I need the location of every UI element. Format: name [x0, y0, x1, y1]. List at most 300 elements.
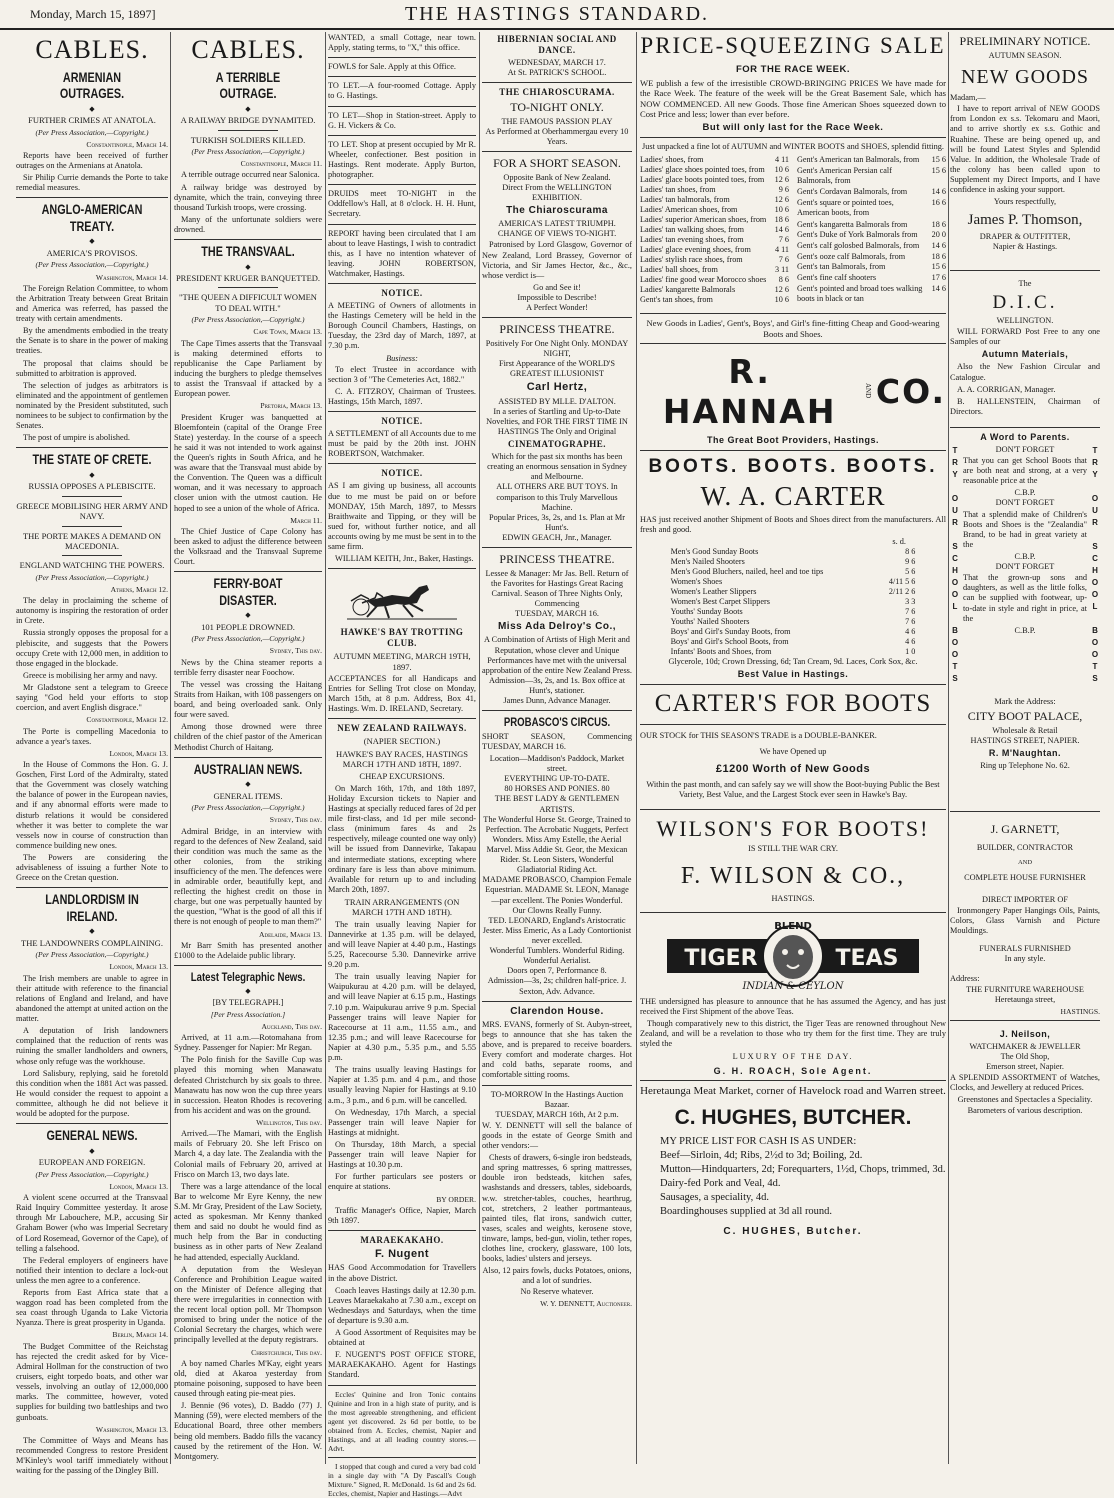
tiger-teas-logo [663, 917, 923, 995]
probasco-heading: PROBASCO'S CIRCUS. [503, 715, 611, 730]
side-letter: H [1092, 565, 1098, 575]
item-price: 8 6 [778, 275, 789, 285]
cables-heading: CABLES. [191, 35, 305, 64]
blend-word: BLEND [774, 920, 812, 932]
ad-line: THE FURNITURE WAREHOUSE [966, 984, 1084, 994]
side-letter: L [1092, 601, 1098, 611]
paragraph: Greece is mobilising her army and navy. [23, 670, 158, 680]
paragraph: Reports from East Africa state that a waggon road has been completed from the sea coast through Uganda to Lake Victoria Nyanza. There is great prosperity in Uganda. [16, 1288, 168, 1328]
ad-line: Positively For One Night Only. MONDAY NIGHT, [485, 338, 629, 358]
price-line: Mutton—Hindquarters, 2d; Forequarters, 1½d, Chops, trimmed, 3d. [660, 1163, 946, 1175]
side-letter: U [952, 505, 958, 515]
paragraph: The proposal that claims should be submitted to arbitration is approved. [16, 358, 168, 378]
classified-ad: WANTED, a small Cottage, near town. Apply, stating terms, to "X," this office. [328, 33, 476, 53]
trotting-horse-icon [347, 573, 457, 623]
item-name: Ladies' glace shoes pointed toes, from [640, 165, 765, 175]
ad-line: Go and See it! [533, 282, 581, 292]
item-name: Men's Good Bluchers, nailed, heel and toe tips [670, 567, 824, 577]
ad-line: DON'T FORGET [995, 444, 1055, 454]
credit: [Per Press Association.] [210, 1009, 286, 1019]
price-row [640, 245, 789, 255]
paragraph: That you can get School Boots that are both neat and strong, at a very reasonable price at the [963, 456, 1087, 486]
paragraph: Traffic Manager's Office, Napier, March 9th 1897. [328, 1205, 476, 1225]
hibernian-heading: HIBERNIAN SOCIAL AND DANCE. [497, 34, 617, 55]
ad-line: Yours respectfully, [993, 197, 1057, 207]
paragraph: A SPLENDID ASSORTMENT of Watches, Clocks, and Jewellery at reduced Prices. [950, 1073, 1100, 1093]
ad-line: COMPLETE HOUSE FURNISHER [964, 872, 1086, 882]
price-row [640, 155, 789, 165]
paragraph: News by the China steamer reports a terrible ferry disaster near Foochow. [174, 657, 322, 677]
item-price: 12 6 [774, 175, 789, 185]
dateline: London, March 13. [109, 748, 168, 758]
side-letter: S [1092, 541, 1098, 551]
item-price: 4 11 [774, 245, 789, 255]
paragraph: Also the New Fashion Circular and Catalogue. [950, 362, 1100, 382]
ad-line: Location—Maddison's Paddock, Market street. [489, 754, 625, 774]
dateline: Sydney, This day. [269, 815, 322, 825]
paragraph: Lord Salisbury, replying, said he foretold this condition when the 1881 Act was passed. He would consider the request to appoint a committee, although he did not believe it would be adopted for the purpose. [16, 1068, 168, 1119]
ad-line: R. M'Naughtan. [988, 747, 1062, 758]
ad-line: Mark the Address: [994, 696, 1056, 706]
item-name: Gent's square or pointed toes, American boots, from [797, 198, 894, 218]
ad-line: Also, 12 pairs fowls, ducks Potatoes, onions, and a lot of sundries. [482, 1266, 632, 1286]
ad-line: TO-MORROW In the Hastings Auction Bazaar. [490, 1089, 624, 1109]
ad-line: Heretaunga Meat Market, corner of Havelock road and Warren street. [640, 1085, 946, 1098]
side-gap [1090, 529, 1100, 541]
paragraph: Russia strongly opposes the proposal for a plebiscite, and suggests that the Powers occupy Crete with 12,000 men, in addition to those engaged in the blockade. [16, 628, 168, 668]
masthead [0, 0, 1114, 30]
price-row [640, 215, 789, 225]
side-letter: O [951, 649, 959, 659]
ad-line: Address: [950, 974, 980, 984]
paragraph: The Irish members are unable to agree in their attitude with reference to the financial relations of England and Ireland, and have abandoned the attempt at united action on the matter. [16, 973, 168, 1024]
price-row [640, 185, 789, 195]
column-2 [174, 32, 322, 1464]
paragraph: By the amendments embodied in the treaty the Senate is to share in the power of making treaties. [16, 326, 168, 356]
side-letter: O [1091, 493, 1099, 503]
item-name: Boys' and Girl's Sunday Boots, from [670, 627, 791, 637]
classified-ad: ACCEPTANCES for all Handicaps and Entries for Selling Trot close on Monday, March 15th, at 8 p.m. Address, Box 41, Hastings. Wm. D. IRELAND, Secretary. [328, 673, 476, 714]
paragraph: President Kruger was banquetted at Bloemfontein (capital of the Orange Free State) yesterday. In the course of a speech he said it was not intended to work against the Queen's rights in South Africa, and he was aware that the Transvaal must abide by the Convention. The Queen was a difficult woman, and it was necessary to approach closer union with the utmost caution. He hoped to see a union of the whole of Africa. [174, 412, 322, 513]
paragraph: F. NUGENT'S POST OFFICE STORE, MARAEKAKAHO. Agent for Hastings Standard. [328, 1350, 476, 1380]
item-price: 9 6 [778, 185, 789, 195]
paragraph: Mr Barr Smith has presented another £1000 to the Adelaide public library. [174, 940, 322, 960]
price-row [797, 273, 946, 284]
side-gap [950, 613, 960, 625]
separator-icon: ◆ [245, 780, 251, 789]
newspaper-title: THE HASTINGS STANDARD. [404, 3, 710, 25]
item-name: Ladies' tan shoes, from [640, 185, 716, 195]
ad-line: TUESDAY, MARCH 16. [515, 609, 599, 619]
try-our-school-boots-right [1090, 445, 1100, 697]
price-line: Beef—Sirloin, 4d; Ribs, 2½d to 3d; Boiling, 2d. [660, 1149, 863, 1161]
item-name: Women's Leather Slippers [670, 587, 757, 597]
ad-line: ASSISTED BY MLLE. D'ALTON. [498, 396, 616, 406]
side-gap [1090, 481, 1100, 493]
side-gap [950, 685, 960, 697]
item-price: 4 6 [905, 637, 916, 647]
item-price: 7 6 [905, 607, 916, 617]
ad-line: Admission—3s, 2s, and 1s. Box office at Hunt's, stationer. [488, 675, 626, 695]
princess-theatre-heading: PRINCESS THEATRE. [499, 322, 615, 337]
price-row [671, 557, 916, 567]
separator-icon: ◆ [245, 104, 251, 113]
ad-line: WELLINGTON. [996, 316, 1054, 326]
item-price: 4 11 [774, 155, 789, 165]
item-price: 10 6 [774, 295, 789, 305]
side-letter: O [951, 589, 959, 599]
subheading: THE LANDOWNERS COMPLAINING. [21, 937, 163, 948]
side-letter: R [1092, 457, 1098, 467]
ad-line: AUTUMN SEASON. [988, 50, 1062, 60]
ad-line: HASTINGS. [771, 893, 815, 903]
side-letter: S [1092, 673, 1098, 683]
dateline: Washington, March 14. [95, 272, 168, 282]
subheading: TURKISH SOLDIERS KILLED. [190, 134, 306, 145]
paragraph: A violent scene occurred at the Transvaal Raid Inquiry Committee yesterday. It arose through Mr Labouchere, M.P., accusing Sir Graham Bower (who was Imperial Secretary of Lord Rosemead, Governor of the Cape), of telling a falsehood. [16, 1193, 168, 1253]
paragraph: A deputation from the Wesleyan Conference and Prohibition League waited on the Minister of Defence alleging that there were irregularities in connection with the recent local option poll. Mr Thompson promised to bring under the notice of the Colonial Secretary the charges, which were principally levelled at the deputy registrars. [174, 1264, 322, 1345]
side-letter: R [952, 457, 958, 467]
dateline: Wellington, This day. [256, 1117, 322, 1127]
separator-icon: ◆ [89, 1146, 95, 1155]
ad-line: Opposite Bank of New Zealand. [503, 172, 611, 182]
ad-line: 80 HORSES AND PONIES. 80 [504, 784, 610, 794]
column-4 [482, 32, 632, 1464]
item-name: Gent's calf golosbed Balmorals, from [797, 240, 920, 250]
paragraph: The Cape Times asserts that the Transvaal is making determined efforts to republicanise the Cape Parliament by inducing the burghers to pledge themselves to assist the Transvaal if attacked by a European power. [174, 338, 322, 399]
ad-line: Emerson street, Napier. [986, 1062, 1064, 1072]
ad-line: CINEMATOGRAPHE. [508, 439, 606, 450]
ad-line: TED. LEONARD, England's Aristocratic Jester. Miss Emeric, As a Lady Contortionist never excelled. [482, 915, 632, 945]
item-name: Infants' Boots and Shoes, from [670, 647, 772, 657]
ad-line: The Chiaroscurama [506, 205, 608, 217]
paragraph: THE undersigned has pleasure to announce that he has assumed the Agency, and has just received the First Shipment of the above Teas. [640, 996, 946, 1016]
side-letter: R [1092, 517, 1098, 527]
side-letter: R [952, 517, 958, 527]
price-squeezing-heading: PRICE-SQUEEZING SALE [640, 33, 946, 58]
paragraph: MRS. EVANS, formerly of St. Aubyn-street, begs to announce that she has taken the above, and is prepared to receive boarders. Every comfort and moderate charges. Hot and cold baths, separate rooms, and comfortable sitting rooms. [482, 1019, 632, 1080]
side-letter: H [952, 565, 958, 575]
ad-line: Miss Ada Delroy's Co., [497, 621, 617, 633]
paragraph: On Wednesday, 17th March, a special Passenger train will leave Napier for Hastings at midnight. [328, 1107, 476, 1137]
subheading: CHEAP EXCURSIONS. [359, 771, 445, 782]
anglo-heading: ANGLO-AMERICAN TREATY. [41, 202, 143, 234]
ad-line: MADAME PROBASCO, Champion Female Equestrian. MADAME St. LEON, Manage—par excellent. The Ponies Wonderful. [482, 875, 632, 905]
price-row [797, 166, 946, 187]
ad-line: At St. PATRICK'S SCHOOL. [507, 68, 607, 78]
paragraph: The Foreign Relation Committee, to whom the Arbitration Treaty between Great Britain and America was referred, has passed the treaty with certain amendments. [16, 283, 168, 324]
column-5 [640, 32, 946, 1464]
subheading: TRAIN ARRANGEMENTS (ON MARCH 17TH AND 18TH). [344, 896, 460, 918]
ferry-heading: FERRY-BOAT DISASTER. [213, 576, 283, 608]
ad-line: WEDNESDAY, MARCH 17. [508, 57, 606, 67]
ad-line: FUNERALS FURNISHED [979, 944, 1071, 954]
side-letter: O [951, 637, 959, 647]
ad-line: No Reserve whatever. [520, 1286, 594, 1296]
side-letter: S [952, 541, 958, 551]
dateline: Constantinople, March 14. [86, 139, 168, 149]
side-gap [1090, 613, 1100, 625]
side-letter: T [952, 661, 958, 671]
hannah-name: R. HANNAH [662, 352, 837, 432]
price-row [797, 262, 946, 273]
price-row [640, 265, 789, 275]
item-name: Women's Shoes [670, 577, 723, 587]
side-letter: B [952, 625, 958, 635]
ad-line: Glycerole, 10d; Crown Dressing, 6d; Tan Cream, 9d. Laces, Cork Sox, &c. [668, 657, 918, 667]
ad-line: Barometers of various description. [967, 1105, 1083, 1115]
ad-line: DIRECT IMPORTER OF [981, 894, 1068, 904]
price-row [797, 284, 946, 306]
wilson-heading: WILSON'S FOR BOOTS! [656, 815, 930, 841]
price-row [640, 165, 789, 175]
dateline: Sydney, This day. [269, 646, 322, 656]
item-name: Ladies' tan evening shoes, from [640, 235, 744, 245]
paragraph: Many of the unfortunate soldiers were drowned. [174, 214, 322, 234]
ad-line: Best Value in Hastings. [737, 669, 849, 680]
ad-line: EDWIN GEACH, Jnr., Manager. [502, 532, 612, 542]
item-price: 9 6 [905, 557, 916, 567]
price-row [640, 275, 789, 285]
ad-line: In any style. [1004, 954, 1046, 964]
paragraph: The selection of judges as arbitrators is eliminated and the appointment of gentlemen nominated by the President substituted, such nominees to be subject to confirmation by the Senates. [16, 380, 168, 431]
item-price: 7 6 [905, 617, 916, 627]
paragraph: Eccles' Quinine and Iron Tonic contains Quinine and Iron in a high state of purity, and is the most agreeable strengthening, and efficient agent yet discovered. 2s 6d per bottle, to be obtained from A. Eccles, chemist, Napier and Hastings, and at all leading country stores.—Advt. [328, 1389, 476, 1453]
price-row [797, 155, 946, 166]
price-row [671, 627, 916, 637]
classified-ad: AS I am giving up business, all accounts due to me must be paid on or before MONDAY, 15th March, 1897, to Messrs Braithwaite and Tipping, or they will be sued for, without further notice, and all accounts owing by me must be sent in to the same firm. [328, 481, 476, 552]
credit: (Per Press Association,—Copyright.) [35, 572, 149, 582]
subheading: (NAPIER SECTION.) [363, 736, 441, 747]
column-6 [950, 32, 1100, 1464]
ad-line: James Dunn, Advance Manager. [503, 696, 611, 706]
subheading: [BY TELEGRAPH.] [212, 997, 284, 1008]
ad-line: New Goods in Ladies', Gent's, Boys', and Girl's fine-fitting Cheap and Good-wearing Boots and Shoes. [646, 318, 940, 339]
dic-heading: D.I.C. [992, 291, 1058, 313]
item-name: Youths' Nailed Shooters [670, 617, 750, 627]
ad-line: C.B.P. [1014, 488, 1036, 498]
neilson-heading: J. Neilson, [999, 1028, 1051, 1039]
ad-line: The [1018, 278, 1032, 288]
price-row [797, 252, 946, 263]
paragraph: The Budget Committee of the Reichstag has rejected the credit asked for by Vice-Admiral Hollman for the construction of two cruisers, eight torpedo boats, and other war vessels, involving an outlay of 12,000,000 marks. The committee, however, voted supplies for building two battleships and two gunboats. [16, 1341, 168, 1422]
ad-line: DON'T FORGET [995, 498, 1055, 508]
subheading: PRESIDENT KRUGER BANQUETTED. [175, 273, 321, 284]
item-price: 7 6 [778, 235, 789, 245]
notice-heading: NOTICE. [381, 468, 423, 479]
ad-line: TUESDAY, MARCH 16th, At 2 p.m. [495, 1109, 619, 1119]
side-letter: B [1092, 625, 1098, 635]
ad-line: FOR A SHORT SEASON. [493, 156, 621, 171]
city-boot-palace: CITY BOOT PALACE, [967, 709, 1083, 724]
paragraph: Ironmongery Paper Hangings Oils, Paints, Colors, Glass Varnish and Picture Mouldings. [950, 905, 1100, 936]
maraekakaho-heading: MARAEKAKAHO. [360, 1235, 444, 1246]
ad-line: Business: [386, 353, 418, 363]
price-row [640, 205, 789, 215]
item-name: Men's Nailed Shooters [670, 557, 745, 567]
item-name: Ladies' glace evening shoes, from [640, 245, 751, 255]
classified-ad: A SETTLEMENT of all Accounts due to me must be paid by the 20th inst. JOHN ROBERTSON, Watchmaker. [328, 429, 477, 459]
chiaroscurama-heading: THE CHIAROSCURAMA. [499, 87, 615, 98]
side-letter: C [1092, 553, 1098, 563]
classified-ad: To elect Trustee in accordance with section 3 of "The Cemeteries Act, 1882." [328, 364, 476, 384]
item-name: Ladies' glace boots pointed toes, from [640, 175, 765, 185]
item-price: 15 6 [931, 155, 946, 165]
separator-icon: ◆ [89, 470, 95, 479]
clarendon-heading: Clarendon House. [510, 1005, 604, 1017]
dateline: Pretoria, March 13. [260, 401, 322, 411]
dateline: Washington, March 13. [95, 1424, 168, 1434]
side-letter: S [952, 673, 958, 683]
item-name: Gent's tan shoes, from [640, 295, 713, 305]
item-name: Men's Good Sunday Boots [670, 547, 759, 557]
price-row [671, 647, 916, 657]
item-price: 18 6 [774, 215, 789, 225]
price-row [640, 285, 789, 295]
ad-line: Lessee & Manager: Mr Jas. Bell. Return of the Favorites for Hastings Great Racing Carnival. Season of Three Nights Only, Commencing [485, 568, 629, 609]
price-row [797, 220, 946, 231]
ad-line: THE BEST LADY & GENTLEMEN ARTISTS. [494, 794, 620, 814]
crete-heading: THE STATE OF CRETE. [32, 452, 152, 468]
ad-line: In a series of Startling and Up-to-Date Novelties, and FOR THE FIRST TIME IN HASTINGS The Only and Original [486, 406, 628, 436]
price-row [640, 225, 789, 235]
credit: (Per Press Association,—Copyright.) [191, 803, 305, 812]
ad-line: We have Opened up [759, 746, 827, 756]
dateline: Athens, March 12. [110, 584, 168, 594]
australian-heading: AUSTRALIAN NEWS. [193, 761, 303, 777]
credit: (Per Press Association,—Copyright.) [191, 634, 305, 644]
word-to-parents-heading: A Word to Parents. [980, 431, 1070, 442]
paragraph: Among those drowned were three children of the chief pastor of the American Methodist Church of Haitang. [174, 722, 322, 752]
price-row [797, 187, 946, 198]
paragraph: That the grown-up sons and daughters, as well as the little folks, can be supplied with footwear, up-to-date in style and right in price, at the [963, 573, 1087, 623]
item-name: Gent's Duke of York Balmorals from [797, 230, 918, 240]
ad-line: Madam,— [950, 93, 986, 103]
dateline: Constantinople, March 12. [86, 715, 168, 725]
item-name: Ladies' American shoes, from [640, 205, 738, 215]
item-price: 17 6 [931, 273, 946, 283]
ad-line: Heretaunga street, [994, 994, 1056, 1004]
price-row [797, 230, 946, 241]
classified-ad: REPORT having been circulated that I am about to leave Hastings, I wish to contradict this, as I have no intention whatever of leaving. JOHN ROBERTSON, Watchmaker, Hastings. [328, 228, 476, 278]
side-letter: O [951, 577, 959, 587]
notice-heading: NOTICE. [381, 416, 423, 427]
ad-line: HASTINGS STREET, NAPIER. [970, 735, 1080, 745]
paragraph: The Committee of Ways and Means has recommended Congress to restore President M'Kinley's wool tariff immediately without waiting for the passing of the Dingley Bill. [16, 1435, 168, 1476]
subheading: EUROPEAN AND FOREIGN. [38, 1157, 146, 1168]
subheading: A RAILWAY BRIDGE DYNAMITED. [180, 115, 316, 126]
ad-line: Greenstones and Spectacles a Speciality. [957, 1095, 1093, 1105]
item-name: Youths' Sunday Boots [670, 607, 743, 617]
item-price: 10 6 [774, 165, 789, 175]
ad-line: EVERYTHING UP-TO-DATE. [504, 774, 610, 784]
paragraph: Reports have been received of further outrages on the Armenians at Anatola. [16, 151, 168, 171]
subheading: 101 PEOPLE DROWNED. [201, 621, 295, 632]
ad-line: Admission—3s, 2s; children half-price. J. Sexton, Adv. Advance. [487, 976, 627, 996]
item-name: Gent's American Persian calf Balmorals, from [797, 165, 892, 185]
item-name: Boys' and Girl's School Boots, from [670, 637, 789, 647]
ad-line: ALL OTHERS ARE BUT TOYS. In comparison to this Truly Marvellous Machine. [496, 482, 618, 512]
notice-heading: NOTICE. [381, 288, 423, 299]
paragraph: A Good Assortment of Requisites may be obtained at [328, 1328, 476, 1348]
ad-line: Our Clowns Really Funny. [512, 905, 602, 915]
carter-price-list [671, 547, 916, 657]
credit: (Per Press Association,—Copyright.) [35, 127, 149, 137]
side-letter: O [1091, 637, 1099, 647]
item-name: Ladies' ball shoes, from [640, 265, 718, 275]
ad-line: BUILDER, CONTRACTOR [976, 842, 1074, 852]
price-line: Boardinghouses supplied at 3d all round. [660, 1206, 833, 1218]
subheading: AUTUMN MEETING, MARCH 19TH, 1897. [333, 651, 471, 672]
paragraph: Patronised by Lord Glasgow, Governor of New Zealand, Lord Brassey, Governor of Victoria, and Sir James Hector, &c., &c., whose verdict is— [482, 240, 632, 280]
credit: (Per Press Association,—Copyright.) [191, 146, 305, 156]
item-name: Gent's Cordavan Balmorals, from [797, 187, 908, 197]
price-line: Sausages, a speciality, 4d. [660, 1192, 769, 1204]
item-price: 18 6 [931, 251, 946, 261]
paragraph: The post of umpire is abolished. [23, 433, 130, 443]
side-letter: O [1091, 577, 1099, 587]
ad-line: Popular Prices, 3s, 2s, and 1s. Plan at Mr Hunt's. [489, 512, 625, 532]
subheading: RUSSIA OPPOSES A PLEBISCITE. [28, 481, 156, 492]
paragraph: Coach leaves Hastings daily at 12.30 p.m. Leaves Maraekakaho at 7.30 a.m., except on Wednesdays and Saturdays, when the time of departure is 9.30 a.m. [328, 1285, 476, 1325]
paragraph: WE publish a few of the irresistible CROWD-BRINGING PRICES We have made for the Race Week. The feature of the week will be the Great Basement Sale, which has NOW COMMENCED. All new Goods. Those fine American Shoes squeezed down to Cost Price and less; lower than ever before. [640, 77, 946, 120]
separator-icon: ◆ [245, 611, 251, 620]
ad-line: G. H. ROACH, Sole Agent. [713, 1065, 873, 1076]
price-row [640, 195, 789, 205]
subheading: "THE QUEEN A DIFFICULT WOMEN TO DEAL WITH." [179, 292, 317, 313]
ad-line: Carl Hertz, [526, 381, 588, 394]
paragraph: Arrived, at 11 a.m.—Rotomahana from Sydney. Passenger for Napier: Mr Regan. [174, 1033, 322, 1053]
paragraph: The Chief Justice of Cape Colony has been asked to adjust the difference between the Volksraad and the Transvaal Supreme Court. [174, 526, 322, 567]
item-name: Ladies' tan balmorals, from [640, 195, 730, 205]
paragraph: Though comparatively new to this district, the Tiger Teas are renowned throughout New Zealand, and will be a revelation to those who try them for the first time. They are truly styled the [640, 1019, 946, 1049]
item-name: Ladies' stylish race shoes, from [640, 255, 743, 265]
paragraph: For further particulars see posters or enquire at stations. [328, 1172, 476, 1192]
thomson-name: James P. Thomson, [967, 212, 1083, 229]
ad-line: WATCHMAKER & JEWELLER [969, 1041, 1081, 1051]
item-price: 8 6 [905, 547, 916, 557]
paragraph: A. A. CORRIGAN, Manager. [957, 384, 1056, 394]
item-price: 12 6 [774, 285, 789, 295]
dateline: Berlin, March 14. [112, 1330, 168, 1340]
transvaal-heading: THE TRANSVAAL. [201, 244, 295, 260]
price-row [671, 547, 916, 557]
classified-ad: TO LET. Shop at present occupied by Mr R. Wheeler, confectioner. Best position in Hastings. Rent moderate. Apply Burton, photographer. [328, 139, 476, 180]
nugent-heading: F. Nugent [375, 1247, 429, 1260]
paragraph: The train usually leaving Napier for Waipukurau at 4.20 p.m. will be delayed, and will leave Napier at 6.15 p.m., Hastings 7.10 p.m. Waipukurau arrive 9 p.m. Special Passenger trains will leave Napier for Racecourse at 11 a.m., 11.55 a.m., and 12.35 p.m.; and will leave Racecourse for Napier at 4.30 p.m., 5.35 p.m., and 5.55 p.m. [328, 972, 476, 1063]
ad-line: C. HUGHES, Butcher. [723, 1225, 863, 1237]
hannah-and: AND [863, 382, 872, 399]
item-price: 5 6 [905, 567, 916, 577]
item-name: Gent's tan Balmorals, from [797, 262, 886, 272]
paragraph: The delay in proclaiming the scheme of autonomy is inspiring the restoration of order in Crete. [16, 596, 168, 626]
paragraph: The Federal employers of engineers have notified their intention to declare a lock-out unless the men agree to a conference. [16, 1255, 168, 1285]
item-price: 14 6 [931, 187, 946, 197]
separator-icon: ◆ [89, 237, 95, 246]
cables-heading: CABLES. [35, 35, 149, 64]
price-row [671, 567, 916, 577]
side-letter: Y [1092, 469, 1098, 479]
ad-line: A Combination of Artists of High Merit and Reputation, whose clever and Unique Performances have met with the universal approbation of the entire New Zealand Press. [482, 635, 632, 675]
paragraph: SHORT SEASON, Commencing TUESDAY, MARCH 16. [482, 731, 632, 751]
ad-line: Napier & Hastings. [992, 241, 1058, 251]
ad-line: Within the past month, and can safely say we will show the Boot-buying Public the Best Variety, Best Value, and the Largest Stock ever seen in Hawke's Bay. [646, 780, 940, 800]
tiger-word: TIGER [684, 945, 758, 971]
armenian-heading: ARMENIAN OUTRAGES. [59, 69, 125, 102]
dateline: London, March 13. [109, 1181, 168, 1191]
dateline: Adelaide, March 13. [259, 929, 322, 939]
dateline: March 11. [290, 515, 322, 525]
